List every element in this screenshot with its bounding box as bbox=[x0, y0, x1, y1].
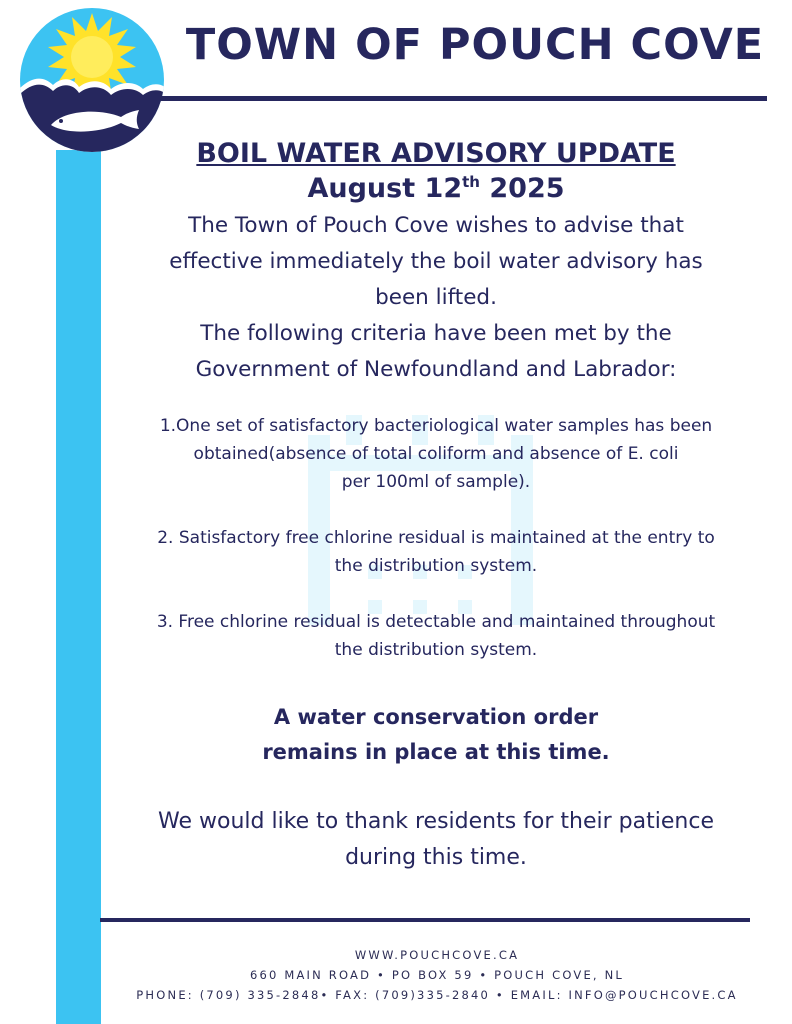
town-name-heading: TOWN OF POUCH COVE bbox=[185, 20, 765, 70]
criteria-item: 3. Free chlorine residual is detectable and maintained throughout the distribution system. bbox=[156, 612, 716, 660]
notice-title: BOIL WATER ADVISORY UPDATE bbox=[196, 138, 676, 169]
contact-info: PHONE: (709) 335-2848• FAX: (709)335-2840 • EMAIL: INFO@POUCHCOVE.CA bbox=[136, 988, 738, 1002]
sidebar-accent-bar bbox=[56, 150, 101, 1024]
mailing-address: 660 MAIN ROAD • PO BOX 59 • POUCH COVE, NL bbox=[249, 968, 625, 982]
intro-line: been lifted. bbox=[375, 285, 497, 310]
intro-line: The Town of Pouch Cove wishes to advise that bbox=[188, 213, 684, 238]
notice-body bbox=[108, 138, 764, 876]
criteria-item: 2. Satisfactory free chlorine residual is maintained at the entry to the distribution system. bbox=[157, 528, 715, 576]
criteria-item: 1.One set of satisfactory bacteriological water samples has been obtained(absence of total coliform and absence of E. coli per 100ml of sample). bbox=[159, 416, 713, 492]
conservation-notice: A water conservation order remains in place at this time. bbox=[262, 705, 610, 764]
criteria-list bbox=[108, 412, 764, 664]
footer-contact bbox=[100, 945, 774, 1005]
intro-line: effective immediately the boil water advisory has bbox=[169, 249, 703, 274]
intro-line: The following criteria have been met by the bbox=[200, 321, 672, 346]
notice-intro bbox=[108, 208, 764, 388]
header-divider bbox=[160, 96, 767, 101]
notice-date: August 12th 2025 bbox=[307, 173, 565, 204]
footer-divider bbox=[100, 918, 750, 922]
town-logo bbox=[19, 7, 165, 153]
intro-line: Government of Newfoundland and Labrador: bbox=[195, 357, 677, 382]
website-link[interactable]: WWW.POUCHCOVE.CA bbox=[354, 948, 520, 962]
thank-you-message: We would like to thank residents for their patience during this time. bbox=[158, 809, 714, 870]
